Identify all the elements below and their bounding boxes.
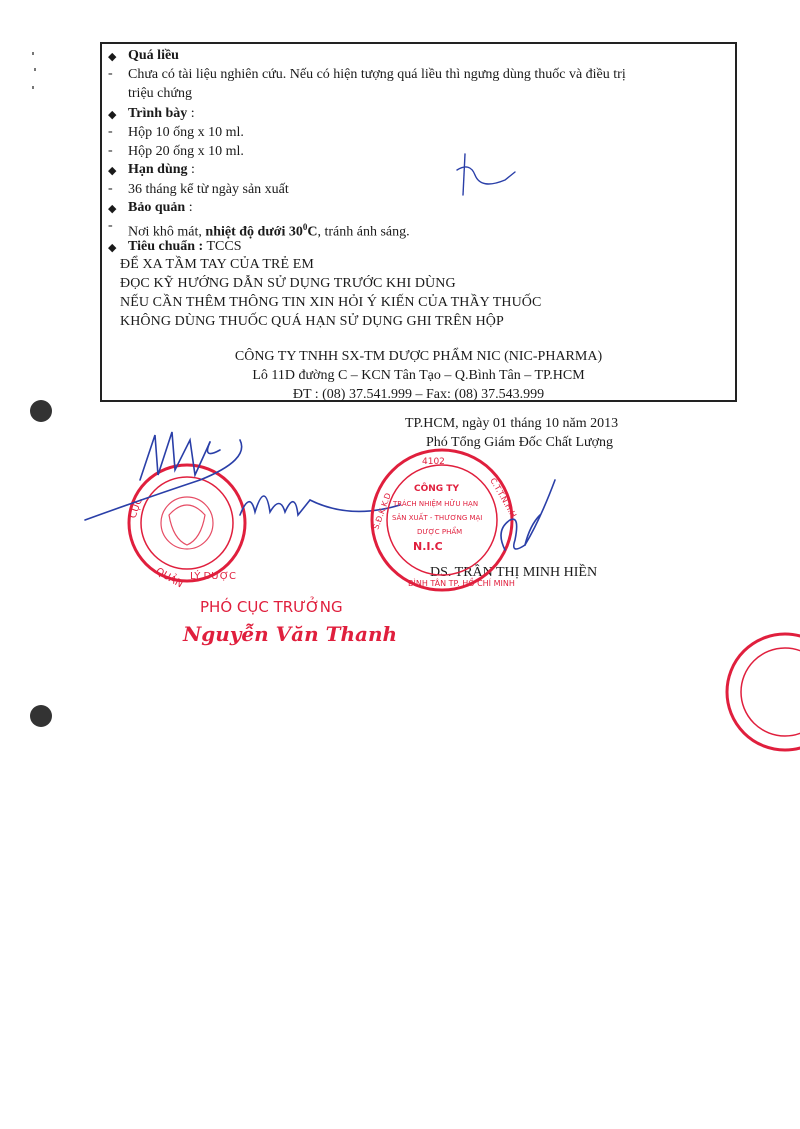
overdose-text: Chưa có tài liệu nghiên cứu. Nếu có hiện tượng quá liều thì ngưng dùng thuốc và điều trị: [128, 67, 626, 82]
presentation-item: Hộp 20 ống x 10 ml.: [128, 144, 244, 159]
signoff-position: Phó Tổng Giám Đốc Chất Lượng: [426, 435, 613, 450]
svg-text:LÝ DƯỢC: LÝ DƯỢC: [190, 571, 236, 582]
warning-line: KHÔNG DÙNG THUỐC QUÁ HẠN SỬ DỤNG GHI TRÊN HỘP: [120, 314, 504, 329]
stamp-line: TRÁCH NHIỆM HỮU HẠN: [393, 500, 479, 508]
svg-text:QUẢN: QUẢN: [153, 566, 185, 591]
section-heading-storage: Bảo quản :: [128, 200, 193, 215]
bullet-icon: ◆: [108, 51, 117, 63]
section-heading-presentation: Trình bày :: [128, 106, 195, 121]
presentation-item: Hộp 10 ống x 10 ml.: [128, 125, 244, 140]
company-address: Lô 11D đường C – KCN Tân Tạo – Q.Bình Tân – TP.HCM: [252, 368, 585, 383]
signer-signature: [480, 470, 570, 560]
dash-icon: -: [108, 181, 113, 196]
storage-text: Nơi khô mát, nhiệt độ dưới $30^0C$, tránh ánh sáng.: [128, 222, 410, 240]
scan-mark: [32, 52, 34, 55]
partial-stamp: [705, 628, 800, 758]
warning-line: ĐỌC KỸ HƯỚNG DẪN SỬ DỤNG TRƯỚC KHI DÙNG: [120, 276, 456, 291]
signoff-signer: DS. TRẦN THỊ MINH HIỀN: [430, 565, 598, 580]
bullet-icon: ◆: [108, 242, 117, 254]
official-title: PHÓ CỤC TRƯỞNG: [200, 598, 343, 616]
svg-text:4102: 4102: [422, 457, 445, 467]
stamp-line: CÔNG TY: [414, 484, 459, 494]
bullet-icon: ◆: [108, 165, 117, 177]
overdose-text-cont: triệu chứng: [128, 86, 192, 101]
warning-line: NẾU CẦN THÊM THÔNG TIN XIN HỎI Ý KIẾN CỦA THẦY THUỐC: [120, 295, 542, 310]
bullet-icon: ◆: [108, 203, 117, 215]
official-name: Nguyễn Văn Thanh: [183, 622, 398, 646]
dash-icon: -: [108, 143, 113, 158]
company-name: CÔNG TY TNHH SX-TM DƯỢC PHẨM NIC (NIC-PHARMA): [234, 349, 603, 364]
company-contact: ĐT : (08) 37.541.999 – Fax: (08) 37.543.999: [292, 387, 545, 402]
stamp-line: DƯỢC PHẨM: [417, 528, 463, 536]
svg-text:S.Đ.K.K.D: S.Đ.K.K.D: [371, 491, 393, 531]
stamp-line: SẢN XUẤT - THƯƠNG MẠI: [392, 514, 483, 522]
warning-line: ĐỂ XA TẦM TAY CỦA TRẺ EM: [120, 257, 314, 272]
dash-icon: -: [108, 218, 113, 233]
scan-mark: [32, 86, 34, 89]
expiry-item: 36 tháng kể từ ngày sản xuất: [128, 182, 289, 197]
bullet-icon: ◆: [108, 109, 117, 121]
dash-icon: -: [108, 66, 113, 81]
signoff-date: TP.HCM, ngày 01 tháng 10 năm 2013: [405, 416, 619, 431]
binder-hole-top: [30, 400, 52, 422]
section-heading-overdose: Quá liều: [128, 48, 179, 63]
binder-hole-bottom: [30, 705, 52, 727]
handwritten-signature: [80, 420, 410, 540]
section-heading-standard: Tiêu chuẩn : TCCS: [128, 239, 242, 254]
svg-text:CỤC: CỤC: [127, 496, 146, 521]
section-heading-expiry: Hạn dùng :: [128, 162, 195, 177]
initial-mark: [445, 150, 525, 200]
dash-icon: -: [108, 124, 113, 139]
svg-text:BÌNH TÂN TP. HỒ CHÍ MINH: BÌNH TÂN TP. HỒ CHÍ MINH: [408, 579, 515, 588]
scan-mark: [34, 68, 36, 71]
stamp-line: N.I.C: [413, 540, 443, 553]
svg-text:C.T.T.N.H.H: C.T.T.N.H.H: [488, 476, 519, 520]
